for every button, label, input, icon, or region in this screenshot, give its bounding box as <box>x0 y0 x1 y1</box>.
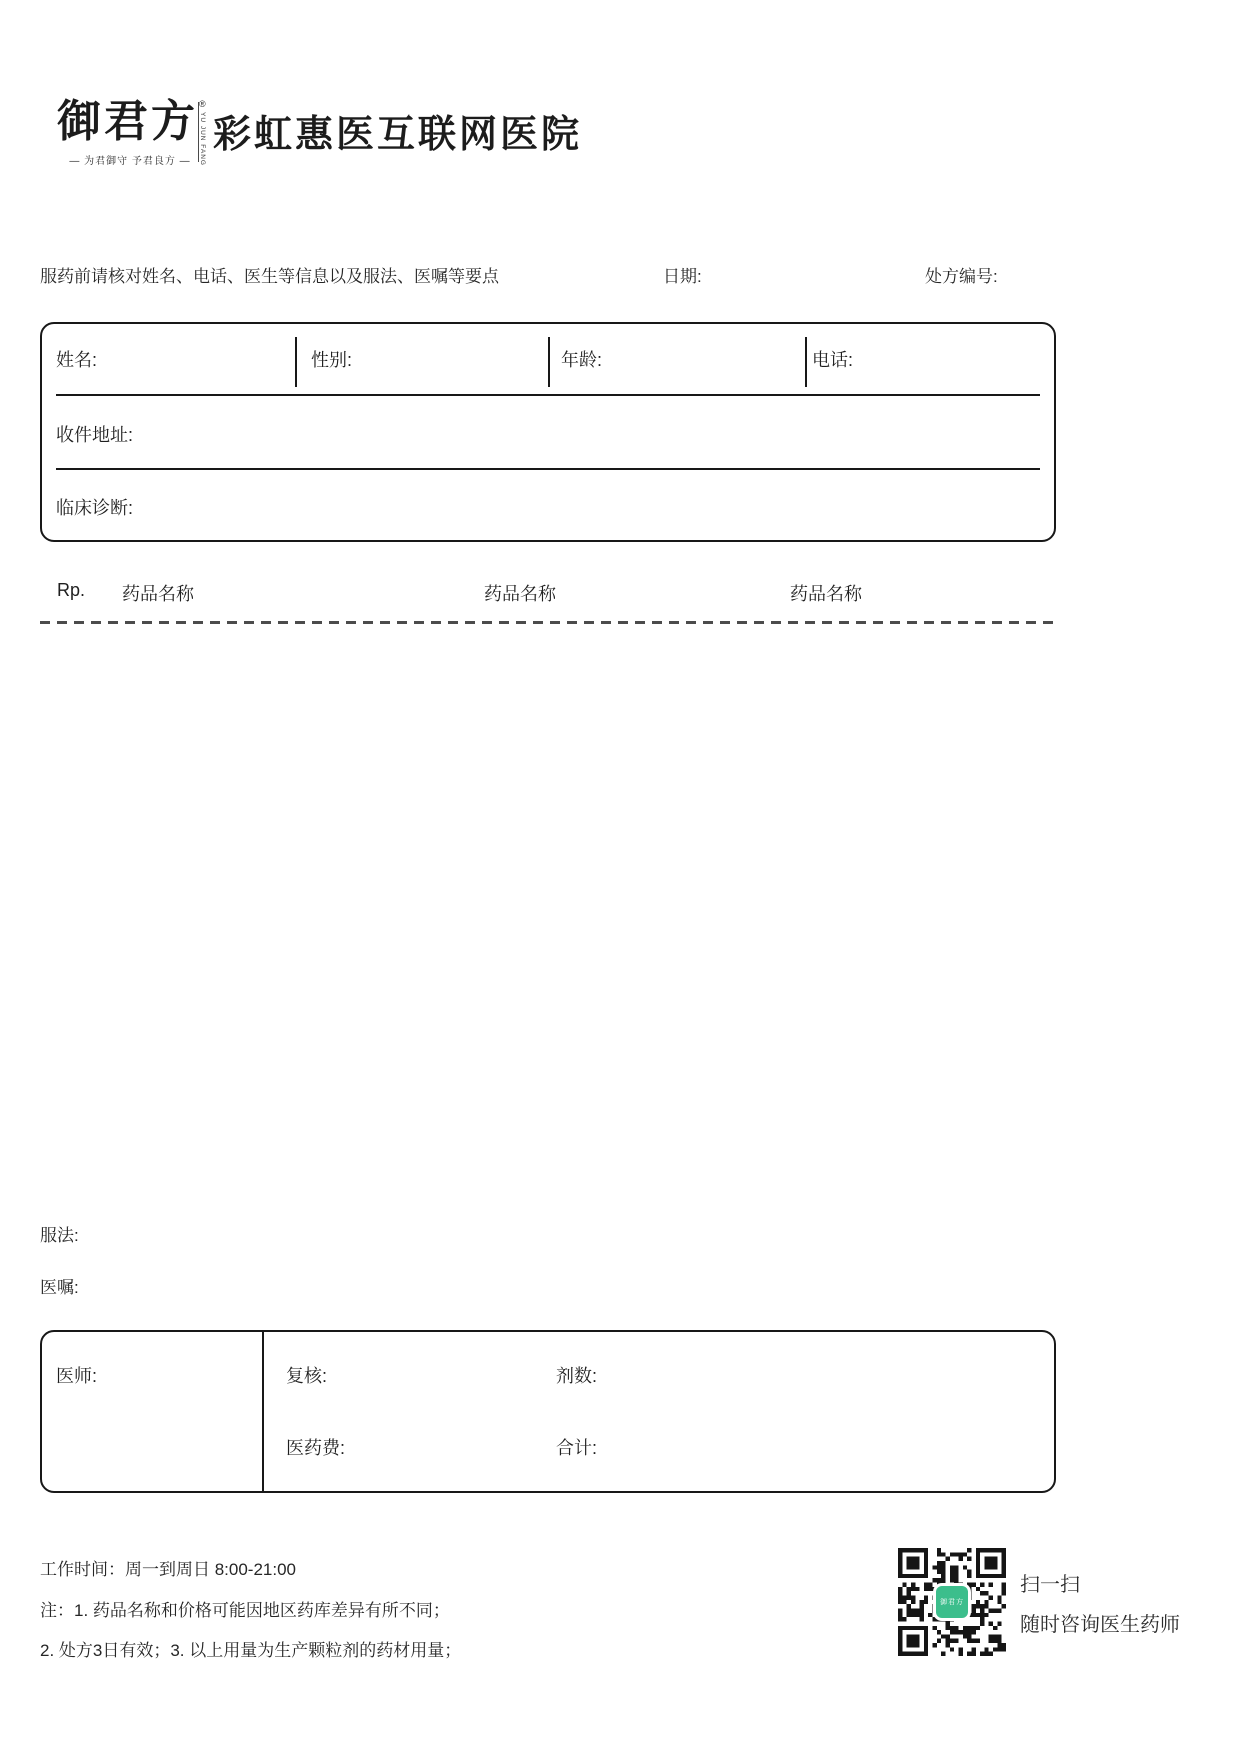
qr-center-label: 御君方 <box>940 1599 964 1606</box>
work-hours-text: 工作时间：周一到周日 8:00-21:00 <box>40 1560 297 1579</box>
cell-divider <box>548 337 550 387</box>
scan-title: 扫一扫 <box>1020 1574 1080 1596</box>
diagnosis-label: 临床诊断: <box>56 498 134 518</box>
drug-list-area <box>40 630 1056 1210</box>
drug-column-header: 药品名称 <box>484 584 556 604</box>
advice-label: 医嘱: <box>40 1278 79 1297</box>
registered-trademark-icon: ® <box>199 99 206 109</box>
cell-divider <box>805 337 807 387</box>
dose-count-label: 剂数: <box>556 1366 598 1386</box>
doctor-label: 医师: <box>56 1366 98 1386</box>
qr-center-logo <box>936 1586 968 1618</box>
name-label: 姓名: <box>56 350 98 370</box>
drug-column-header: 药品名称 <box>122 584 194 604</box>
gender-label: 性别: <box>311 350 353 370</box>
row-separator <box>56 394 1040 396</box>
drug-list-separator <box>40 621 1056 624</box>
usage-label: 服法: <box>40 1226 79 1245</box>
cell-divider <box>295 337 297 387</box>
total-label: 合计: <box>556 1438 598 1458</box>
drug-column-header: 药品名称 <box>790 584 862 604</box>
date-label: 日期: <box>663 267 702 286</box>
rx-number-label: 处方编号: <box>925 267 998 286</box>
note-line-2: 2. 处方3日有效；3. 以上用量为生产颗粒剂的药材用量； <box>40 1641 462 1660</box>
phone-label: 电话: <box>812 350 854 370</box>
brand-logo-text: 御君方 <box>57 96 198 147</box>
scan-hint: 随时咨询医生药师 <box>1020 1614 1180 1636</box>
medicine-fee-label: 医药费: <box>286 1438 346 1458</box>
address-label: 收件地址: <box>56 425 134 445</box>
brand-divider <box>198 102 199 162</box>
note-line-1: 注：1. 药品名称和价格可能因地区药库差异有所不同； <box>40 1601 450 1620</box>
signoff-box <box>40 1330 1056 1493</box>
row-separator <box>56 468 1040 470</box>
precheck-notice: 服药前请核对姓名、电话、医生等信息以及服法、医嘱等要点 <box>40 267 499 286</box>
brand-romanized-text: YU JUN FANG <box>199 112 206 166</box>
age-label: 年龄: <box>561 350 603 370</box>
hospital-title: 彩虹惠医互联网医院 <box>213 114 583 156</box>
brand-logo-marks <box>199 99 206 166</box>
review-label: 复核: <box>286 1366 328 1386</box>
brand-tagline: — 为君御守 予君良方 — <box>69 156 191 167</box>
rp-label: Rp. <box>57 580 86 600</box>
cell-divider <box>262 1330 264 1493</box>
